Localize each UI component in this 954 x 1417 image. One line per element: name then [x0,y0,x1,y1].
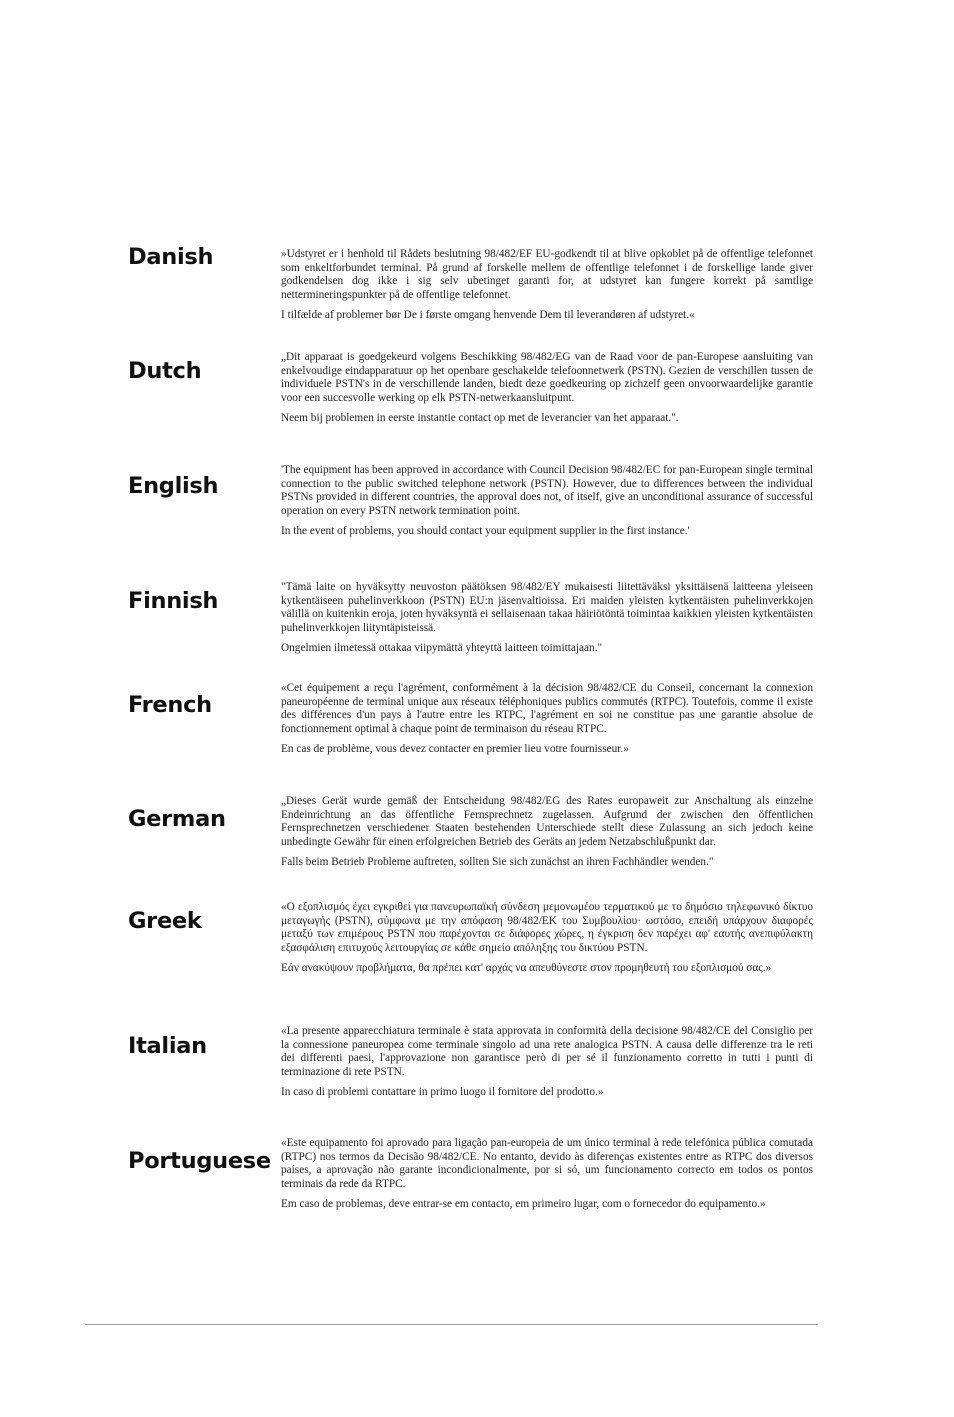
notice-paragraph: «Ο εξοπλισμός έχει εγκριθεί για πανευρωπαϊκή σύνδεση μεμονωμέου τερματικού με το δημόσιο τηλεφωνικό δίκτυο μεταγωγής (PSTN), σύμφωνα με την απόφαση 98/482/ΕΚ του Συμβουλίου· ωστόσο, επειδή υπάρχουν διαφορές μεταξύ των επιμέρους PSTN που παρέχονται σε διάφορες χώρες, η έγκριση δεν παρέχει αφ' εαυτής ανεπιφύλακτη εξασφάλιση επιτυχούς λειτουργίας σε κάθε σημείο απόληξης του δικτύου PSTN. [281,901,813,955]
language-heading: German [128,806,226,832]
notice-paragraph: Neem bij problemen in eerste instantie contact op met de leverancier van het apparaat.". [281,411,679,424]
notice-paragraph: Ongelmien ilmetessä ottakaa viipymättä yhteyttä laitteen toimittajaan." [281,641,603,654]
language-heading: Portuguese [128,1148,271,1174]
footer-divider [85,1324,818,1325]
language-heading: Dutch [128,358,202,384]
notice-text [281,1025,813,1106]
notice-paragraph: Εάν ανακύψουν προβλήματα, θα πρέπει κατ' αρχάς να απευθύνεστε στον προμηθευτή του εξοπλισμού σας.» [281,961,772,974]
notice-text [281,901,813,982]
notice-text [281,581,813,662]
language-heading: Finnish [128,588,219,614]
language-heading: English [128,473,219,499]
notice-text [281,464,813,545]
notice-text [281,1137,813,1218]
notice-paragraph: Falls beim Betrieb Probleme auftreten, sollten Sie sich zunächst an ihren Fachhändler wenden." [281,855,714,868]
notice-paragraph: Em caso de problemas, deve entrar-se em contacto, em primeiro lugar, com o fornecedor do equipamento.» [281,1197,766,1210]
notice-text [281,248,813,329]
notice-text [281,795,813,876]
notice-paragraph: In caso di problemi contattare in primo luogo il fornitore del prodotto.» [281,1085,604,1098]
notice-text [281,682,813,763]
notice-paragraph: »Udstyret er i henhold til Rådets beslutning 98/482/EF EU-godkendt til at blive opkoblet på de offentlige telefonnet som enkeltforbundet terminal. På grund af forskelle mellem de offentlige telefonnet i de forskellige lande giver godkendelsen dog ikke i sig selv ubetinget garanti for, at udstyret kan fungere korrekt på samtlige nettermineringspunkter på de offentlige telefonnet. [281,248,813,302]
language-heading: Danish [128,244,214,270]
notice-paragraph: „Dieses Gerät wurde gemäß der Entscheidung 98/482/EG des Rates europaweit zur Anschaltung als einzelne Endeinrichtung an das öffentliche Fernsprechnetz zugelassen. Aufgrund der zwischen den öffentlichen Fernsprechnetzen verschiedener Staaten bestehenden Unterschiede stellt diese Zulassung an sich jedoch keine unbedingte Gewähr für einen erfolgreichen Betrieb des Geräts an jedem Netzabschlußpunkt dar. [281,795,813,849]
notice-paragraph: «Cet équipement a reçu l'agrément, conformément à la décision 98/482/CE du Conseil, concernant la connexion paneuropéenne de terminal unique aux réseaux téléphoniques publics commutés (RTPC). Toutefois, comme il existe des différences d'un pays à l'autre entre les RTPC, l'agrément en soi ne constitue pas une garantie absolue de fonctionnement optimal à chaque point de terminaison du réseau RTPC. [281,682,813,736]
language-heading: Greek [128,908,202,934]
notice-paragraph: En cas de problème, vous devez contacter en premier lieu votre fournisseur.» [281,742,629,755]
notice-paragraph: In the event of problems, you should contact your equipment supplier in the first instance.' [281,524,690,537]
notice-paragraph: 'The equipment has been approved in accordance with Council Decision 98/482/EC for pan-European single terminal connection to the public switched telephone network (PSTN). However, due to differences between the individual PSTNs provided in different countries, the approval does not, of itself, give an unconditional assurance of successful operation on every PSTN network termination point. [281,464,813,518]
notice-paragraph: «La presente apparecchiatura terminale è stata approvata in conformità della decisione 98/482/CE del Consiglio per la connessione paneuropea come terminale singolo ad una rete analogica PSTN. A causa delle differenze tra le reti dei differenti paesi, l'approvazione non garantisce però di per sé il funzionamento corretto in tutti i punti di terminazione di rete PSTN. [281,1025,813,1079]
language-heading: French [128,692,212,718]
notice-paragraph: "Tämä laite on hyväksytty neuvoston päätöksen 98/482/EY mukaisesti liitettäväksi yksittäisenä laitteena yleiseen kytkentäiseen puhelinverkkoon (PSTN) EU:n jäsenvaltioissa. Eri maiden yleisten kytkentäisten puhelinverkkojen välillä on kuitenkin eroja, joten hyväksyntä ei sellaisenaan takaa häiriötöntä toimintaa kaikkien yleisten kytkentäisten puhelinverkkojen liityntäpisteissä. [281,581,813,635]
notice-text [281,351,813,432]
language-heading: Italian [128,1033,207,1059]
notice-paragraph: «Este equipamento foi aprovado para ligação pan-europeia de um único terminal à rede telefónica pública comutada (RTPC) nos termos da Decisão 98/482/CE. No entanto, devido às diferenças existentes entre as RTPC dos diversos países, a aprovação não garante incondicionalmente, por si só, um funcionamento correcto em todos os pontos terminais da rede da RTPC. [281,1137,813,1191]
notice-paragraph: „Dit apparaat is goedgekeurd volgens Beschikking 98/482/EG van de Raad voor de pan-Europese aansluiting van enkelvoudige eindapparatuur op het openbare geschakelde telefoonnetwerk (PSTN). Gezien de verschillen tussen de individuele PSTN's in de verschillende landen, biedt deze goedkeuring op zichzelf geen onvoorwaardelijke garantie voor een succesvolle werking op elk PSTN-netwerkaansluitpunt. [281,351,813,405]
notice-paragraph: I tilfælde af problemer bør De i første omgang henvende Dem til leverandøren af udstyret.« [281,308,695,321]
